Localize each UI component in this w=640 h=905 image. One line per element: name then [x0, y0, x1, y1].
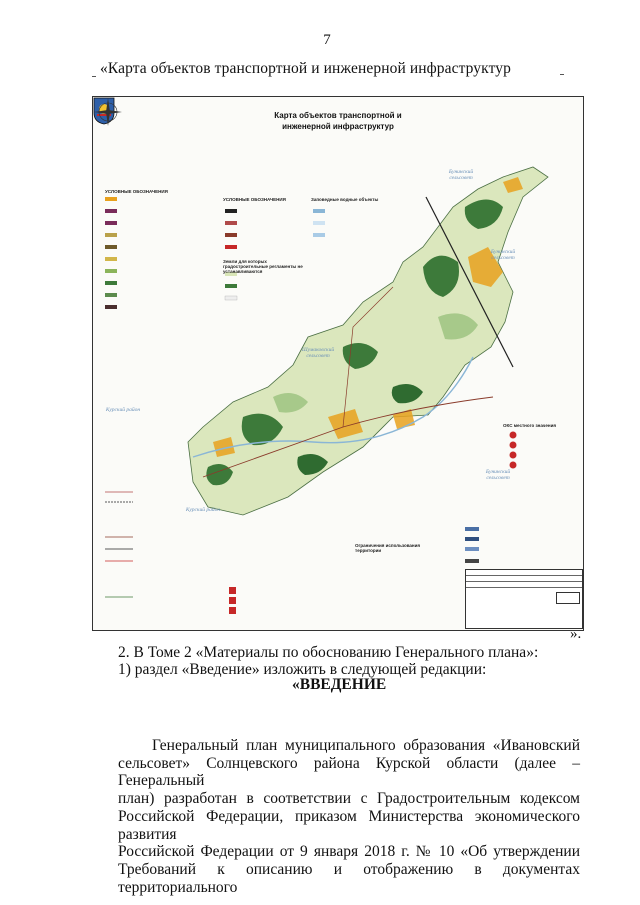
region-label: Бунинский сельсовет: [448, 169, 474, 181]
body-line: Российской Федерации, приказом Министерства экономического развития: [118, 807, 580, 843]
map-drawing: [93, 97, 583, 630]
map-title: [243, 110, 433, 132]
body-line: Российской Федерации от 9 января 2018 г. № 10 «Об утверждении: [118, 843, 580, 861]
region-label: Курский район: [105, 407, 141, 413]
legend-title: Заповедные водные объекты: [311, 197, 379, 202]
legend-engineering: [503, 423, 573, 428]
body-line: сельсовет» Солнцевского района Курской области (далее – Генеральный: [118, 754, 580, 790]
margin-mark: [92, 76, 96, 77]
body-paragraph: [118, 737, 580, 896]
closing-quote: ».: [570, 626, 582, 642]
body-line: Требований к описанию и отображению в документах территориального: [118, 860, 580, 896]
infrastructure-map: [92, 96, 584, 631]
legend-restrictions: [355, 543, 445, 553]
legend-water: [311, 197, 391, 202]
sheet-cell: [556, 592, 580, 604]
legend-left: [105, 189, 215, 194]
item-2: 2. В Томе 2 «Материалы по обоснованию Генерального плана»:: [118, 644, 539, 661]
map-title-line: Карта объектов транспортной и: [274, 111, 402, 120]
item-2-1: 1) раздел «Введение» изложить в следующей редакции:: [118, 661, 487, 678]
region-label: Курский район: [185, 507, 221, 513]
title-block-stamp: [465, 569, 583, 629]
map-title-line: инженерной инфраструктур: [282, 122, 394, 131]
map-caption: «Карта объектов транспортной и инженерной инфраструктур: [100, 60, 511, 77]
legend-title: Ограничения использования территории: [355, 543, 421, 553]
body-line: план) разработан в соответствии с Градостроительным кодексом: [118, 790, 580, 808]
region-label: Бунинский сельсовет: [485, 469, 511, 481]
region-label: Шумаковский сельсовет: [301, 347, 335, 359]
page-number: 7: [323, 32, 331, 48]
legend-title: УСЛОВНЫЕ ОБОЗНАЧЕНИЯ: [105, 189, 168, 194]
legend-title: ОКС местного значения: [503, 423, 557, 428]
body-line: Генеральный план муниципального образования «Ивановский: [152, 737, 580, 754]
legend-middle: [223, 197, 303, 202]
legend-title: Земли для которых градостроительные регламенты не устанавливаются: [223, 259, 303, 274]
margin-mark: [560, 74, 564, 75]
compass-rose-icon: [93, 97, 123, 127]
region-label: Бунинский сельсовет: [490, 249, 516, 261]
legend-lands: [223, 259, 303, 274]
section-heading: «ВВЕДЕНИЕ: [292, 676, 387, 693]
legend-title: УСЛОВНЫЕ ОБОЗНАЧЕНИЯ: [223, 197, 286, 202]
